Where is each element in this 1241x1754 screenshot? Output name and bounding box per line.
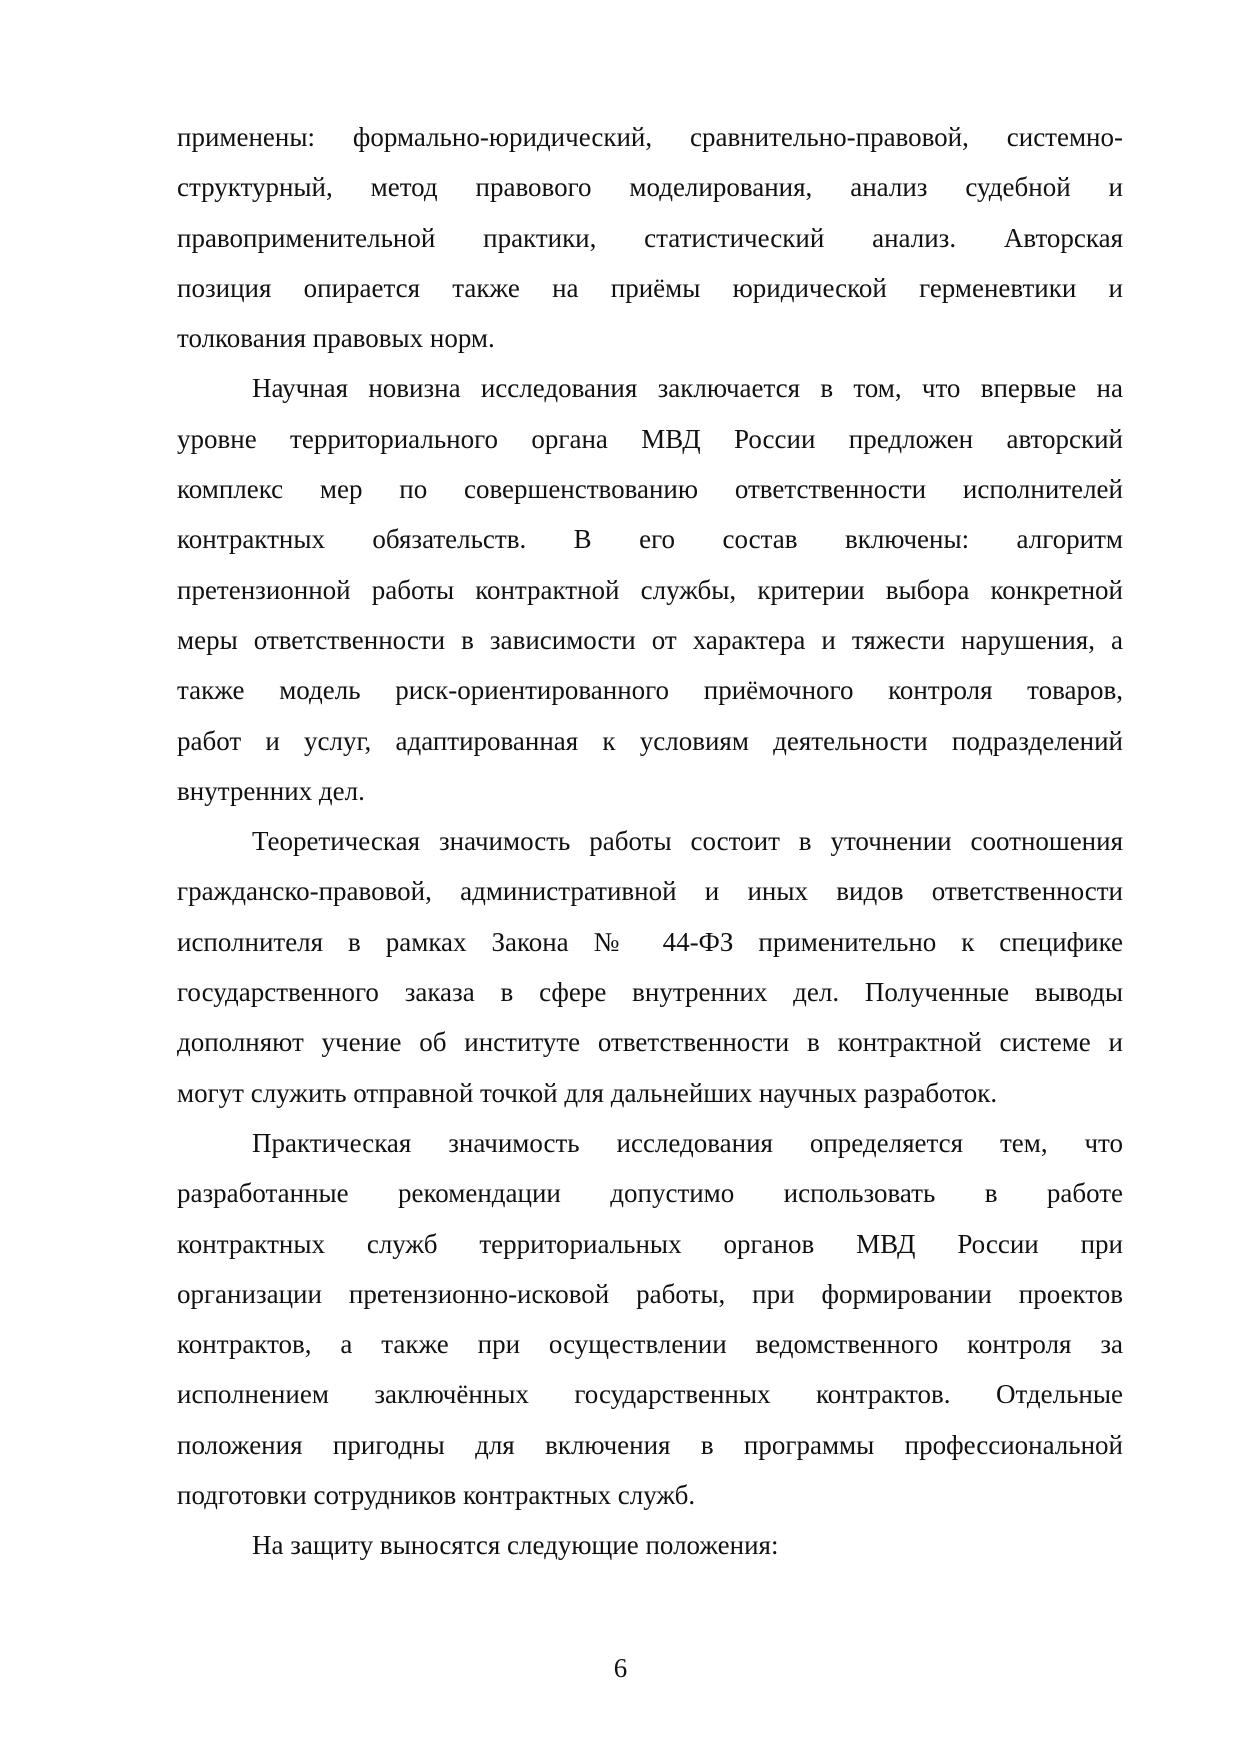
- text-line: исполнением заключённых государственных контрактов. Отдельные: [177, 1379, 1123, 1410]
- text-line: положения пригодны для включения в программы профессиональной: [177, 1429, 1123, 1460]
- text-line: организации претензионно-исковой работы, при формировании проектов: [177, 1278, 1123, 1309]
- text-line: Научная новизна исследования заключается в том, что впервые на: [252, 373, 1123, 404]
- text-line: контрактных обязательств. В его состав включены: алгоритм: [177, 524, 1123, 555]
- text-line: Практическая значимость исследования определяется тем, что: [252, 1127, 1123, 1158]
- text-line: позиция опирается также на приёмы юридической герменевтики и: [177, 272, 1123, 303]
- text-line: претензионной работы контрактной службы, критерии выбора конкретной: [177, 574, 1123, 605]
- text-line: разработанные рекомендации допустимо использовать в работе: [177, 1178, 1123, 1209]
- text-line: дополняют учение об институте ответственности в контрактной системе и: [177, 1027, 1123, 1058]
- paragraph-methods: [177, 112, 1123, 363]
- text-line: контрактных служб территориальных органов МВД России при: [177, 1228, 1123, 1259]
- document-body: [177, 112, 1123, 1571]
- text-line: На защиту выносятся следующие положения:: [252, 1530, 779, 1561]
- text-line: структурный, метод правового моделирования, анализ судебной и: [177, 172, 1123, 203]
- paragraph-theoretical-significance: [177, 816, 1123, 1118]
- text-line: государственного заказа в сфере внутренних дел. Полученные выводы: [177, 977, 1123, 1008]
- text-line: применены: формально-юридический, сравнительно-правовой, системно-: [177, 122, 1123, 152]
- text-line: контрактов, а также при осуществлении ведомственного контроля за: [177, 1329, 1123, 1360]
- text-line: толкования правовых норм.: [177, 323, 495, 354]
- paragraph-defense-statements: [177, 1520, 1123, 1570]
- page-number: 6: [613, 1653, 628, 1683]
- text-line: работ и услуг, адаптированная к условиям деятельности подразделений: [177, 725, 1123, 756]
- text-line: правоприменительной практики, статистический анализ. Авторская: [177, 222, 1123, 253]
- text-line: исполнителя в рамках Закона № 44-ФЗ применительно к специфике: [177, 926, 1123, 957]
- text-line: подготовки сотрудников контрактных служб.: [177, 1480, 696, 1511]
- text-line: также модель риск-ориентированного приёмочного контроля товаров,: [177, 675, 1123, 706]
- paragraph-novelty: [177, 363, 1123, 816]
- paragraph-practical-significance: [177, 1118, 1123, 1520]
- text-line: комплекс мер по совершенствованию ответственности исполнителей: [177, 474, 1123, 505]
- text-line: внутренних дел.: [177, 775, 365, 806]
- text-line: Теоретическая значимость работы состоит в уточнении соотношения: [252, 826, 1123, 857]
- text-line: уровне территориального органа МВД России предложен авторский: [177, 423, 1123, 454]
- text-line: могут служить отправной точкой для дальнейших научных разработок.: [177, 1077, 998, 1108]
- text-line: меры ответственности в зависимости от характера и тяжести нарушения, а: [177, 624, 1123, 655]
- text-line: гражданско-правовой, административной и иных видов ответственности: [177, 876, 1123, 907]
